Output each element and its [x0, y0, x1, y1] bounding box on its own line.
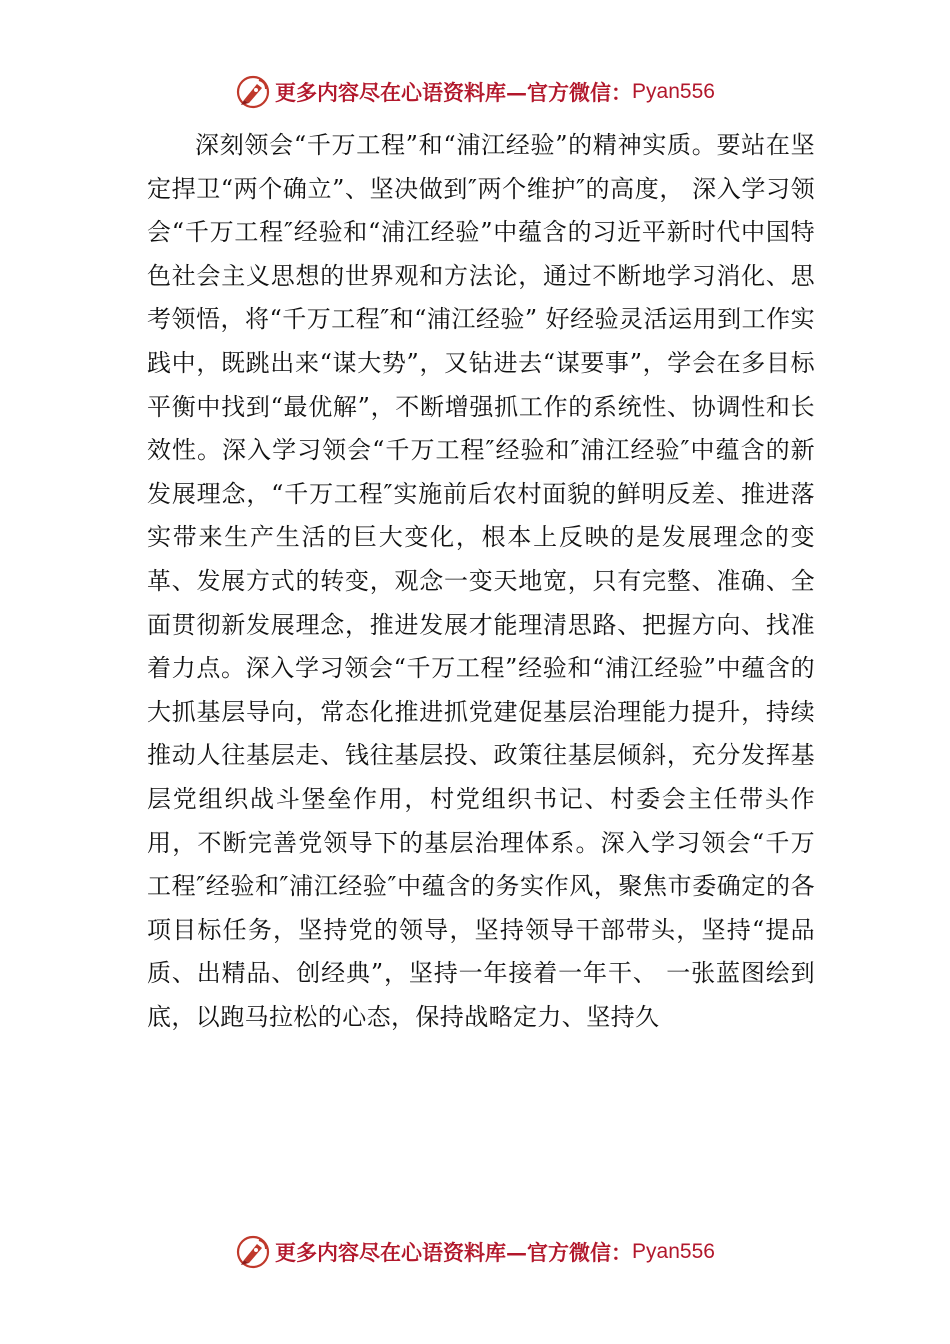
- header-banner: [0, 72, 950, 112]
- pen-nib-logo-icon: [235, 1234, 271, 1270]
- header-banner-text: 更多内容尽在心语资料库—官方微信：: [275, 80, 633, 105]
- footer-banner-text: 更多内容尽在心语资料库—官方微信：: [275, 1240, 633, 1265]
- pen-nib-logo-icon: [235, 74, 271, 110]
- footer-wechat-id: Pyan556: [632, 1240, 715, 1263]
- footer-banner: [0, 1232, 950, 1272]
- header-wechat-id: Pyan556: [632, 80, 715, 103]
- body-paragraph: 深刻领会“千万工程”和“浦江经验”的精神实质。要站在坚定捍卫“两个确立”、坚决做到″两个维护″的高度， 深入学习领会“千万工程″经验和“浦江经验”中蕴含的习近平新时代中国特色社会主义思想的世界观和方法论，通过不断地学习消化、思考领悟，将“千万工程″和“浦江经验” 好经验灵活运用到工作实践中，既跳出来“谋大势”，又钻进去“谋要事”，学会在多目标平衡中找到“最优解”，不断增强抓工作的系统性、协调性和长效性。深入学习领会“千万工程″经验和″浦江经验″中蕴含的新发展理念，“千万工程″实施前后农村面貌的鲜明反差、推进落实带来生产生活的巨大变化，根本上反映的是发展理念的变革、发展方式的转变，观念一变天地宽，只有完整、准确、全面贯彻新发展理念，推进发展才能理清思路、把握方向、找准着力点。深入学习领会“千万工程”经验和“浦江经验”中蕴含的大抓基层导向，常态化推进抓党建促基层治理能力提升，持续推动人往基层走、钱往基层投、政策往基层倾斜，充分发挥基层党组织战斗堡垒作用，村党组织书记、村委会主任带头作用，不断完善党领导下的基层治理体系。深入学习领会“千万工程″经验和″浦江经验″中蕴含的务实作风，聚焦市委确定的各项目标任务，坚持党的领导，坚持领导干部带头，坚持“提品质、出精品、创经典”，坚持一年接着一年干、 一张蓝图绘到底，以跑马拉松的心态，保持战略定力、坚持久: [147, 131, 815, 1031]
- document-body: [147, 124, 815, 1039]
